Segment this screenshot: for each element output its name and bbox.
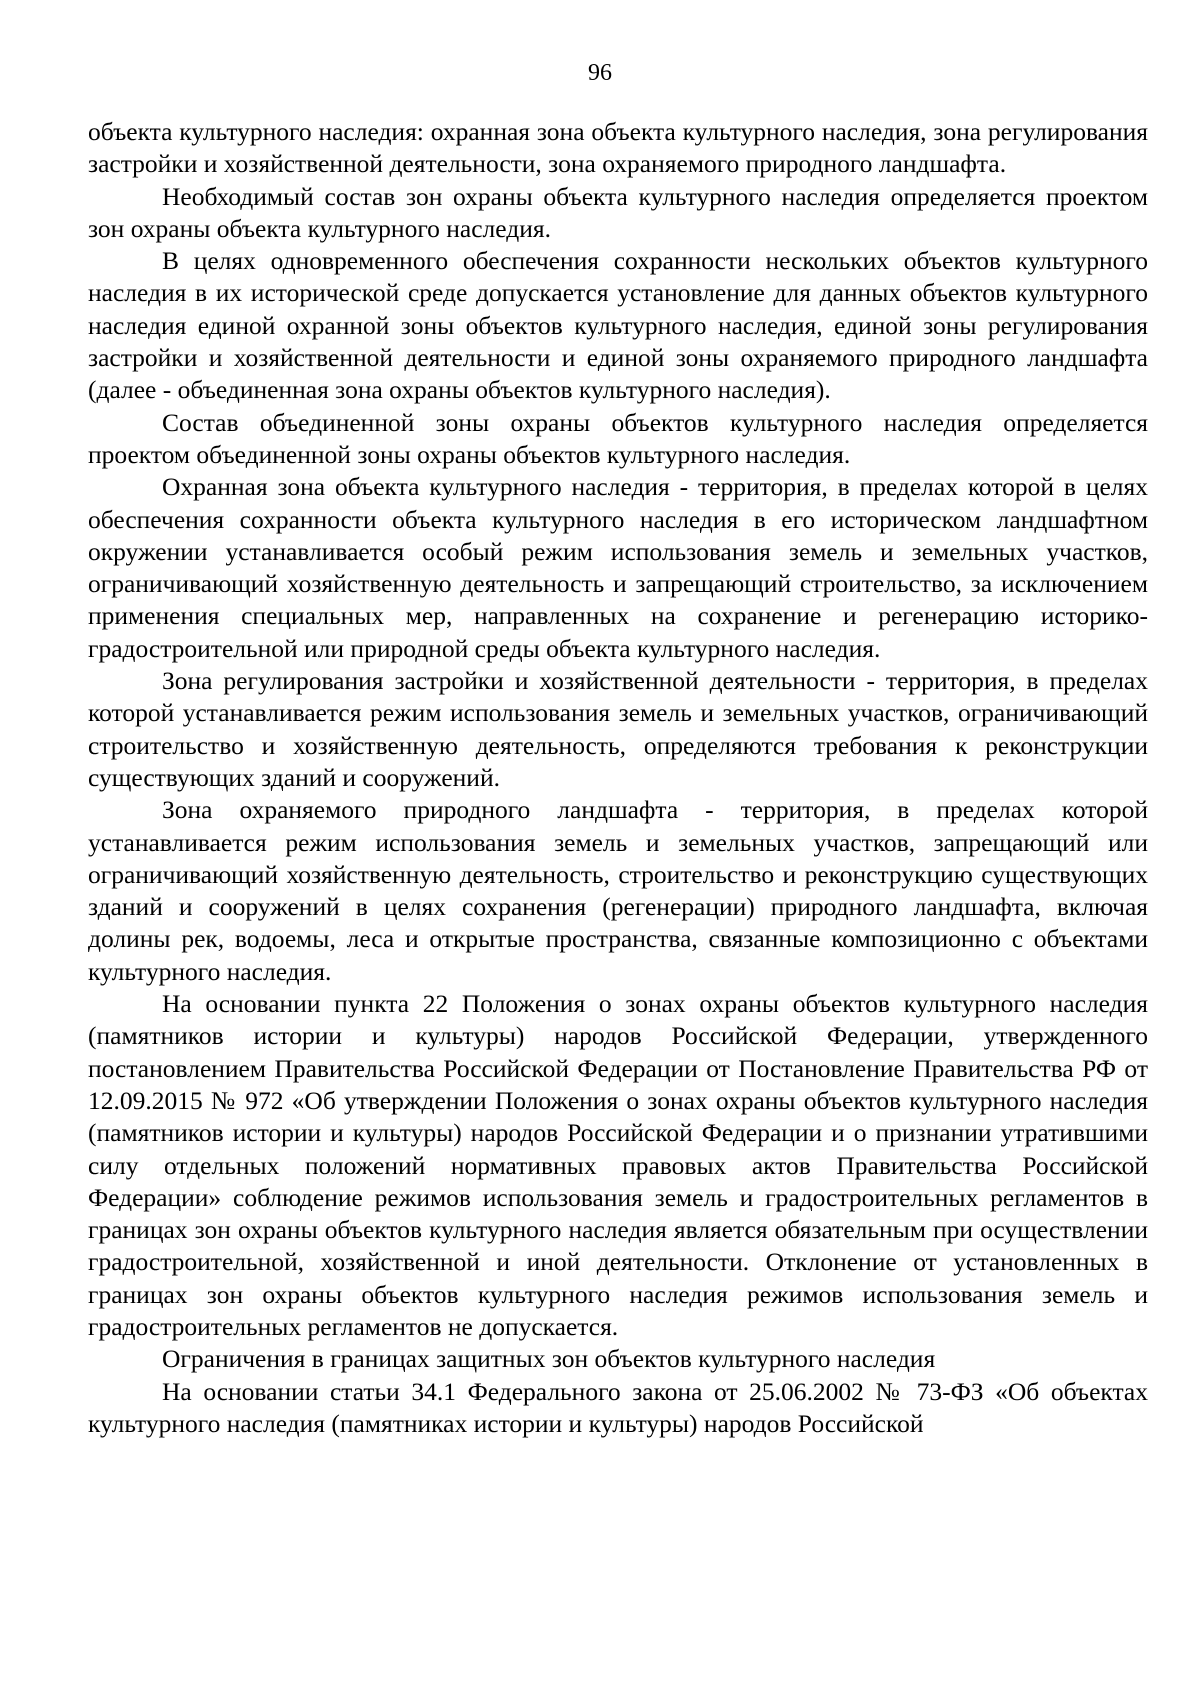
paragraph-article-34-1: На основании статьи 34.1 Федерального закона от 25.06.2002 № 73-ФЗ «Об объектах культурного наследия (памятниках истории и культуры) народов Российской [88,1376,1148,1438]
paragraph-landscape-zone: Зона охраняемого природного ландшафта - территория, в пределах которой устанавливается режим использования земель и земельных участков, запрещающий или ограничивающий хозяйственную деятельность, строительство и реконструкцию существующих зданий и сооружений в целях сохранения (регенерации) природного ландшафта, включая долины рек, водоемы, леса и открытые пространства, связанные композиционно с объектами культурного наследия. [88,795,1148,986]
paragraph-regulation-zone: Зона регулирования застройки и хозяйственной деятельности - территория, в пределах которой устанавливается режим использования земель и земельных участков, ограничивающий строительство и хозяйственную деятельность, определяются требования к реконструкции существующих зданий и сооружений. [88,666,1148,792]
section-heading-restrictions: Ограничения в границах защитных зон объектов культурного наследия [162,1344,936,1374]
paragraph-legal-basis: На основании пункта 22 Положения о зонах охраны объектов культурного наследия (памятников истории и культуры) народов Российской Федерации, утвержденного постановлением Правительства Российской Федерации от Постановление Правительства РФ от 12.09.2015 № 972 «Об утверждении Положения о зонах охраны объектов культурного наследия (памятников истории и культуры) народов Российской Федерации и о признании утратившими силу отдельных положений нормативных правовых актов Правительства Российской Федерации» соблюдение режимов использования земель и градостроительных регламентов в границах зон охраны объектов культурного наследия является обязательным при осуществлении градостроительной, хозяйственной и иной деятельности. Отклонение от установленных в границах зон охраны объектов культурного наследия режимов использования земель и градостроительных регламентов не допускается. [88,989,1148,1341]
paragraph-combined-zone-definition: В целях одновременного обеспечения сохранности нескольких объектов культурного наследия в их исторической среде допускается установление для данных объектов культурного наследия единой охранной зоны объектов культурного наследия, единой зоны регулирования застройки и хозяйственной деятельности и единой зоны охраняемого природного ландшафта (далее - объединенная зона охраны объектов культурного наследия). [88,246,1148,405]
paragraph-zone-composition: Необходимый состав зон охраны объекта культурного наследия определяется проектом зон охраны объекта культурного наследия. [88,181,1148,243]
paragraph-combined-zone-composition: Состав объединенной зоны охраны объектов культурного наследия определяется проектом объединенной зоны охраны объектов культурного наследия. [88,407,1148,469]
paragraph-continuation: объекта культурного наследия: охранная зона объекта культурного наследия, зона регулирования застройки и хозяйственной деятельности, зона охраняемого природного ландшафта. [88,117,1148,179]
document-body [88,116,1148,1440]
paragraph-protection-zone: Охранная зона объекта культурного наследия - территория, в пределах которой в целях обеспечения сохранности объекта культурного наследия в его историческом ландшафтном окружении устанавливается особый режим использования земель и земельных участков, ограничивающий хозяйственную деятельность и запрещающий строительство, за исключением применения специальных мер, направленных на сохранение и регенерацию историко-градостроительной или природной среды объекта культурного наследия. [88,472,1148,663]
page-number: 96 [588,60,612,86]
